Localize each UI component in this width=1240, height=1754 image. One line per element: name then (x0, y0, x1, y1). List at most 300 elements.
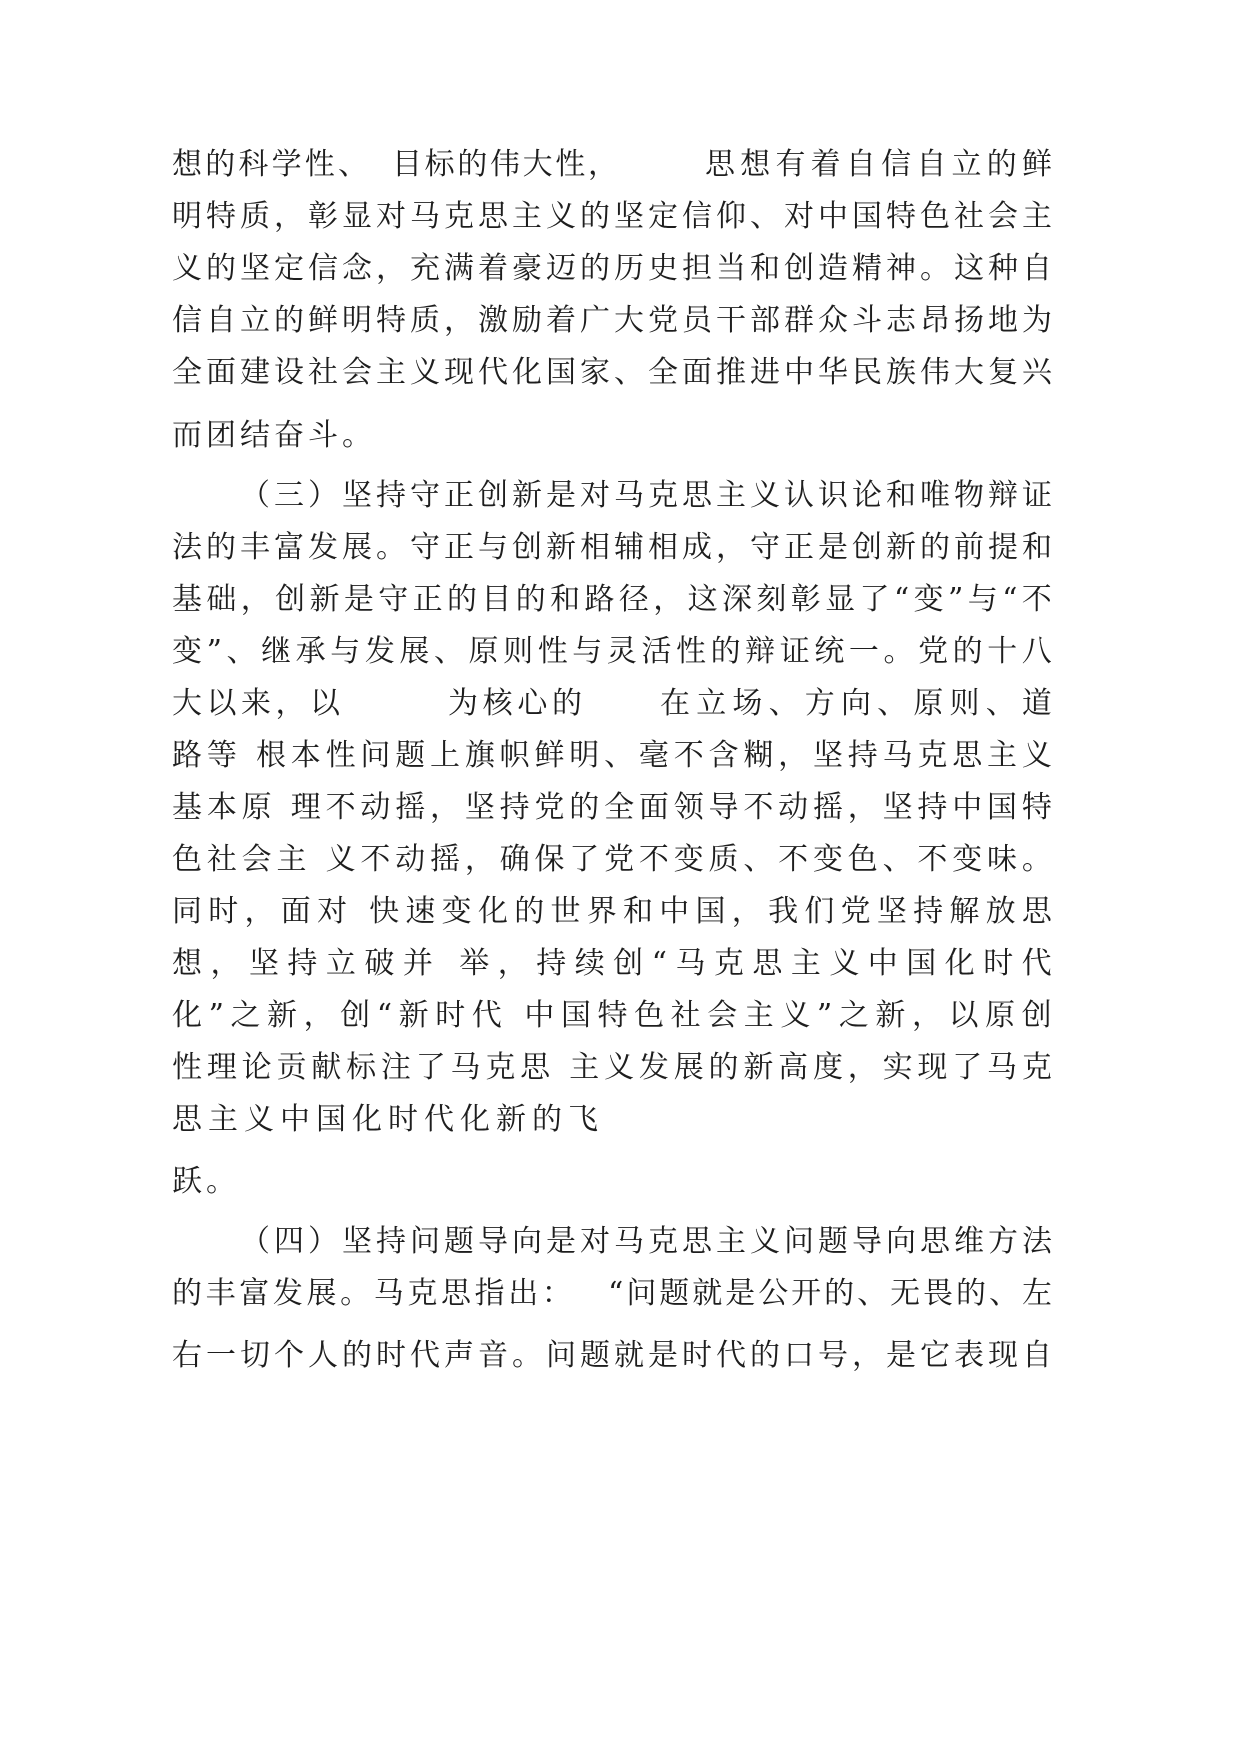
text-segment (172, 1100, 598, 1140)
text-segment (392, 145, 618, 185)
text-char: ， (244, 894, 275, 929)
text-char: 不 (638, 842, 669, 877)
text-char: 导 (708, 790, 739, 825)
text-char: 思 (441, 1276, 471, 1311)
text-char: 大 (614, 303, 644, 338)
text-line (0, 145, 1240, 185)
text-line (0, 476, 1240, 516)
text-char: 代 (716, 1338, 746, 1373)
text-char: 彰 (308, 199, 338, 234)
text-char: ） (308, 478, 338, 513)
text-char: 的 (956, 1276, 986, 1311)
text-char: 结 (240, 418, 270, 453)
text-char: 时 (682, 1338, 712, 1373)
text-segment (172, 996, 1052, 1036)
text-char: 不 (917, 842, 948, 877)
text-char: 想 (172, 946, 202, 981)
text-line (0, 788, 1240, 828)
text-char: 伟 (489, 147, 520, 182)
text-char: 思 (752, 946, 783, 981)
text-char: 的 (274, 303, 304, 338)
text-char: 中 (818, 199, 848, 234)
text-char: 克 (1021, 1050, 1052, 1085)
text-char: 变 (812, 842, 843, 877)
text-char: ” (947, 582, 964, 617)
text-char: 献 (311, 1050, 342, 1085)
text-char: 思 (920, 1224, 950, 1259)
text-char: 。 (340, 1276, 371, 1311)
text-char: ， (240, 582, 271, 617)
text-char: 国 (906, 946, 937, 981)
text-char: 全 (648, 355, 678, 390)
text-char: 承 (295, 634, 326, 669)
text-char: 社 (206, 842, 237, 877)
text-char: 创 (512, 530, 542, 565)
text-char: 迈 (546, 251, 576, 286)
text-char: 、 (433, 634, 464, 669)
text-line (0, 416, 1240, 456)
text-char: 。 (883, 634, 914, 669)
text-char: 社 (670, 998, 701, 1033)
text-char: 明 (569, 738, 600, 773)
text-char: 新 (743, 1050, 774, 1085)
text-char: 化 (944, 946, 975, 981)
text-segment (608, 1274, 1052, 1314)
text-char: 自 (845, 147, 876, 182)
text-char: 切 (240, 1338, 270, 1373)
text-char: 。 (376, 530, 406, 565)
text-char: 明 (172, 199, 202, 234)
text-char: 保 (534, 842, 565, 877)
text-char: 历 (614, 251, 644, 286)
text-char: 原 (468, 634, 499, 669)
text-char: 精 (852, 251, 882, 286)
text-char: 鲜 (1021, 147, 1052, 182)
text-char: 持 (287, 946, 318, 981)
text-char: 守 (750, 530, 780, 565)
text-char: 仰 (716, 199, 746, 234)
text-char: 大 (172, 686, 202, 721)
text-char: 马 (614, 1224, 644, 1259)
text-char: 的 (580, 199, 610, 234)
text-char: 表 (954, 1338, 984, 1373)
text-char: ， (444, 303, 474, 338)
text-char: 代 (1021, 946, 1052, 981)
text-char (311, 840, 321, 880)
text-char: 性 (172, 1050, 202, 1085)
text-char: 坚 (248, 946, 279, 981)
text-char: 、 (614, 355, 644, 390)
text-char: 党 (604, 842, 635, 877)
text-char: 变 (172, 634, 202, 669)
text-char: 鲜 (534, 738, 565, 773)
text-char: 立 (951, 147, 982, 182)
text-char: 思 (682, 478, 712, 513)
text-char: 领 (673, 790, 704, 825)
text-char: 的 (515, 582, 546, 617)
text-char: 史 (648, 251, 678, 286)
text-char: 相 (580, 530, 610, 565)
text-char: 思 (520, 1050, 551, 1085)
text-char: 兴 (1022, 355, 1052, 390)
text-char: 以 (948, 998, 979, 1033)
text-char: 放 (985, 894, 1016, 929)
text-char: 正 (444, 478, 474, 513)
text-char: 相 (648, 530, 678, 565)
text-char: 问 (360, 738, 391, 773)
text-char: 的 (205, 147, 236, 182)
text-char: 度 (812, 1050, 843, 1085)
text-char: 发 (364, 634, 395, 669)
text-char: 创 (852, 530, 882, 565)
text-char: 色 (634, 998, 665, 1033)
text-char: （ (240, 478, 270, 513)
text-segment (172, 301, 1052, 341)
text-char: 大 (522, 147, 553, 182)
text-char: 目 (481, 582, 512, 617)
text-line (0, 1100, 1240, 1140)
text-char: 实 (882, 1050, 913, 1085)
text-char: ， (911, 998, 942, 1033)
text-char: 现 (988, 1338, 1018, 1373)
text-char: 着 (810, 147, 841, 182)
text-char: ， (653, 582, 684, 617)
text-char: 明 (342, 303, 372, 338)
text-segment (240, 1222, 1052, 1262)
text-char: 发 (272, 1276, 303, 1311)
text-char: 中 (784, 355, 814, 390)
text-char: ， (275, 686, 306, 721)
text-char: 定 (648, 199, 678, 234)
text-char: 持 (917, 790, 948, 825)
text-segment (172, 1048, 1052, 1088)
text-char: 显 (342, 199, 372, 234)
text-char: ， (778, 738, 809, 773)
text-char: 与 (967, 582, 998, 617)
text-char: 和 (550, 582, 581, 617)
text-char: 中 (952, 790, 983, 825)
text-char: 向 (512, 1224, 542, 1259)
text-char: 满 (444, 251, 474, 286)
text-char: 问 (546, 1338, 576, 1373)
text-char: 坚 (614, 199, 644, 234)
text-char: 义 (604, 1050, 635, 1085)
text-char: 义 (325, 842, 356, 877)
text-char: 的 (457, 147, 488, 182)
text-char: ， (847, 1050, 878, 1085)
text-char: 想 (172, 147, 202, 182)
text-char: 创 (340, 998, 371, 1033)
text-char: ， (716, 530, 746, 565)
text-char: 设 (274, 355, 304, 390)
text-char: 的 (172, 1276, 202, 1311)
text-char: 界 (586, 894, 617, 929)
text-char: 主 (743, 998, 774, 1033)
text-char: 色 (172, 842, 202, 877)
text-char: 党 (648, 303, 678, 338)
text-char: 。 (512, 1338, 542, 1373)
text-char: 、 (337, 147, 368, 182)
text-char: 破 (364, 946, 395, 981)
text-char: 众 (818, 303, 848, 338)
text-char: 糊 (743, 738, 774, 773)
text-char: “ (1002, 582, 1018, 617)
text-char: 对 (784, 199, 814, 234)
text-char: 神 (886, 251, 916, 286)
text-char: 了 (415, 1050, 446, 1085)
text-char: 的 (532, 1102, 562, 1137)
text-char: 质 (410, 303, 440, 338)
text-char: 不 (778, 842, 809, 877)
text-char: 就 (692, 1276, 723, 1311)
text-char: 快 (369, 894, 400, 929)
text-char: 伟 (920, 355, 950, 390)
text-char: 特 (597, 998, 628, 1033)
text-char: 正 (444, 530, 474, 565)
text-char: 是 (343, 582, 374, 617)
text-char: 的 (986, 147, 1017, 182)
text-char: 。 (206, 1164, 236, 1199)
text-char: 的 (569, 790, 600, 825)
text-char: 主 (716, 478, 746, 513)
text-char: 思 (1021, 894, 1052, 929)
text-char: 信 (308, 251, 338, 286)
text-char: 马 (614, 478, 644, 513)
text-char: 坚 (464, 790, 495, 825)
text-char: 论 (852, 478, 882, 513)
text-char: 题 (444, 1224, 474, 1259)
text-char: 会 (988, 199, 1018, 234)
text-char: （ (240, 1224, 270, 1259)
text-char: 特 (886, 199, 916, 234)
text-char: 的 (952, 634, 983, 669)
text-char: 高 (778, 1050, 809, 1085)
text-char: 克 (648, 1224, 678, 1259)
text-char: 会 (707, 998, 738, 1033)
text-char: 主 (1022, 199, 1052, 234)
text-char: 左 (1021, 1276, 1052, 1311)
text-char: 声 (444, 1338, 474, 1373)
text-char: 与 (478, 530, 508, 565)
text-char: 色 (847, 842, 878, 877)
text-char (353, 892, 363, 932)
text-char: 马 (410, 199, 440, 234)
text-char: 复 (988, 355, 1018, 390)
text-char: 化 (460, 1102, 490, 1137)
text-char: 主 (512, 199, 542, 234)
text-char: 进 (750, 355, 780, 390)
text-char: 科 (238, 147, 269, 182)
text-char: 面 (280, 894, 311, 929)
text-segment (172, 788, 1052, 828)
text-char: 华 (818, 355, 848, 390)
text-char: “ (608, 1276, 624, 1311)
text-char: 义 (1021, 738, 1052, 773)
text-char: 题 (395, 738, 426, 773)
text-char: 认 (784, 478, 814, 513)
text-char: 创 (784, 251, 814, 286)
text-segment (172, 249, 1052, 289)
text-char: 动 (360, 790, 391, 825)
text-char: 辩 (988, 478, 1018, 513)
text-char: 八 (1021, 634, 1052, 669)
text-char: 不 (743, 790, 774, 825)
text-char: 、 (857, 1276, 888, 1311)
text-char: 显 (825, 582, 856, 617)
text-char: 立 (240, 303, 270, 338)
text-char: 克 (485, 1050, 516, 1085)
text-line (0, 197, 1240, 237)
text-char (242, 736, 252, 776)
text-char: 斗 (852, 303, 882, 338)
text-char: 信 (172, 303, 202, 338)
text-char: 对 (580, 1224, 610, 1259)
text-line (0, 1274, 1240, 1314)
text-char: 的 (447, 582, 477, 617)
text-char: 了 (952, 1050, 983, 1085)
text-char: 马 (450, 1050, 481, 1085)
text-char: 造 (818, 251, 848, 286)
text-segment (172, 736, 1052, 776)
text-char: 标 (424, 147, 455, 182)
text-segment (172, 892, 1052, 932)
text-char: 论 (241, 1050, 272, 1085)
text-char: 彰 (790, 582, 821, 617)
text-char: ） (308, 1224, 338, 1259)
text-char: 持 (913, 894, 944, 929)
text-char: 确 (499, 842, 530, 877)
text-char: 新 (267, 998, 298, 1033)
text-char: 全 (604, 790, 635, 825)
text-char: 义 (172, 251, 202, 286)
text-segment (172, 528, 1052, 568)
text-char: 刻 (756, 582, 787, 617)
text-char: 新 (496, 1102, 526, 1137)
text-char: 家 (580, 355, 610, 390)
text-char: 法 (1022, 1224, 1052, 1259)
text-char: 持 (376, 478, 406, 513)
text-char: 以 (310, 686, 340, 721)
text-char: 的 (750, 1338, 780, 1373)
text-char: 会 (241, 842, 272, 877)
text-char: 时 (983, 946, 1014, 981)
text-char: ， (303, 998, 334, 1033)
text-char: 丰 (240, 530, 270, 565)
text-char: 坚 (812, 738, 843, 773)
text-char: 动 (778, 790, 809, 825)
text-char: 持 (536, 946, 567, 981)
text-char: 持 (847, 738, 878, 773)
text-char: 。 (1021, 842, 1052, 877)
text-char: 国 (852, 199, 882, 234)
text-char: 新 (875, 998, 906, 1033)
text-char: 现 (917, 1050, 948, 1085)
text-char: 是 (886, 1338, 916, 1373)
text-char: 续 (574, 946, 605, 981)
text-char: 础 (206, 582, 237, 617)
text-char: 思 (682, 1224, 712, 1259)
text-char: 为 (1022, 303, 1052, 338)
text-char: 克 (713, 946, 744, 981)
text-char: 员 (682, 303, 712, 338)
text-char: 新 (546, 530, 576, 565)
text-char: 想 (740, 147, 771, 182)
text-char: 径 (618, 582, 649, 617)
text-char: 的 (342, 1338, 372, 1373)
text-char: 民 (852, 355, 882, 390)
text-char: 道 (1021, 686, 1052, 721)
text-char: 深 (722, 582, 752, 617)
text-segment (172, 580, 1052, 620)
text-char: 路 (584, 582, 615, 617)
text-char: 理 (206, 1050, 237, 1085)
text-char: 问 (410, 1224, 440, 1259)
text-char: 着 (478, 251, 508, 286)
text-char: 跃 (172, 1164, 202, 1199)
text-segment (172, 1162, 236, 1202)
text-char: 辅 (614, 530, 644, 565)
text-char: 正 (412, 582, 443, 617)
text-char: 音 (478, 1338, 508, 1373)
text-char: 干 (716, 303, 746, 338)
text-char: 色 (920, 199, 950, 234)
text-char: 本 (206, 790, 237, 825)
text-char: ， (847, 790, 878, 825)
text-char: 新 (398, 998, 429, 1033)
text-char: ” (816, 998, 833, 1033)
text-line (0, 892, 1240, 932)
text-segment (172, 684, 340, 724)
text-char: 味 (987, 842, 1018, 877)
text-char: 而 (172, 418, 202, 453)
text-line (0, 996, 1240, 1036)
text-char: 丰 (205, 1276, 236, 1311)
text-char: 马 (675, 946, 706, 981)
text-char: 对 (376, 199, 406, 234)
text-char: 是 (818, 530, 848, 565)
text-char: 不 (1021, 582, 1052, 617)
text-char: ” (206, 634, 222, 669)
text-char: 的 (580, 251, 610, 286)
text-line (0, 1162, 1240, 1202)
text-char: 是 (546, 478, 576, 513)
text-char: 的 (206, 251, 236, 286)
text-segment (660, 684, 1052, 724)
text-line (0, 580, 1240, 620)
text-char: ， (210, 946, 241, 981)
text-char: 统 (814, 634, 845, 669)
text-char: 性 (555, 147, 586, 182)
text-char: 坚 (240, 251, 270, 286)
text-char: 标 (346, 1050, 377, 1085)
text-char: 性 (325, 738, 356, 773)
text-char: 展 (306, 1276, 337, 1311)
text-segment (172, 632, 1052, 672)
text-char: 克 (917, 738, 948, 773)
text-char: 化 (477, 894, 508, 929)
text-char: 豪 (512, 251, 542, 286)
text-char: 现 (444, 355, 474, 390)
text-char: 变 (952, 842, 983, 877)
text-char: 主 (376, 355, 406, 390)
text-char: “ (651, 946, 667, 981)
text-char: 励 (512, 303, 542, 338)
text-char: 的 (514, 894, 545, 929)
text-char: 代 (410, 1338, 440, 1373)
text-char: 主 (208, 1102, 238, 1137)
text-char: 十 (987, 634, 1018, 669)
text-char: ， (274, 199, 304, 234)
